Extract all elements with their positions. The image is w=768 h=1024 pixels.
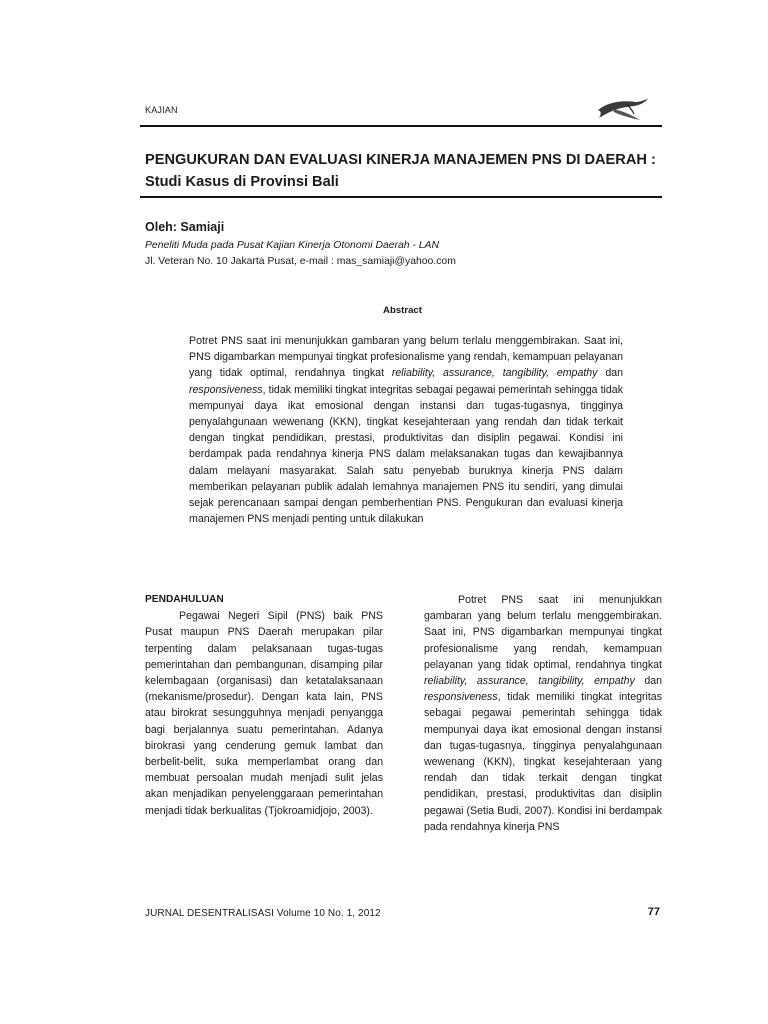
header-rule-top xyxy=(140,125,662,127)
abstract-heading: Abstract xyxy=(383,305,422,316)
body-paragraph-left: Pegawai Negeri Sipil (PNS) baik PNS Pusat maupun PNS Daerah merupakan pilar terpenting dalam pelaksanaan tugas-tugas pemerintahan dan pembangunan, disamping pilar kelembagaan (organisasi) dan ketatalaksanaan (mekanisme/prosedur). Dengan kata lain, PNS atau birokrat sesungguhnya menjadi penyangga bagi berjalannya suatu pemerintahan. Adanya birokrasi yang cenderung gemuk lambat dan berbelit-belit, suka memperlambat orang dan membuat persoalan mudah menjadi sulit jelas akan menjadikan penyelenggaraan pemerintahan menjadi tidak berkualitas (Tjokroamidjojo, 2003). xyxy=(145,610,383,817)
body-column-right xyxy=(424,592,662,835)
abstract-text-part1: Potret PNS saat ini menunjukkan gambaran yang belum terlalu menggembirakan. Saat ini, PNS digambarkan mempunyai tingkat profesionalisme yang rendah, kemampuan pelayanan yang tidak optimal, rendahnya tingkat xyxy=(189,335,623,380)
author-name: Oleh: Samiaji xyxy=(145,220,225,234)
body-right-term-reliability: reliability, assurance, tangibility, empathy xyxy=(424,675,635,688)
abstract-conj: dan xyxy=(605,367,623,380)
footer-journal-citation: JURNAL DESENTRALISASI Volume 10 No. 1, 2012 xyxy=(145,908,381,919)
body-paragraph-right xyxy=(424,592,662,835)
body-column-left xyxy=(145,592,383,819)
article-title: PENGUKURAN DAN EVALUASI KINERJA MANAJEMEN PNS DI DAERAH : Studi Kasus di Provinsi Bali xyxy=(145,152,656,190)
abstract-text xyxy=(189,333,623,527)
section-heading-pendahuluan: PENDAHULUAN xyxy=(145,594,224,605)
abstract-term-responsiveness: responsiveness xyxy=(189,383,263,396)
body-right-conj: dan xyxy=(644,675,662,688)
author-affiliation: Peneliti Muda pada Pusat Kajian Kinerja Otonomi Daerah - LAN xyxy=(145,240,439,251)
author-address: Jl. Veteran No. 10 Jakarta Pusat, e-mail : mas_samiaji@yahoo.com xyxy=(145,256,456,267)
body-right-part1: Potret PNS saat ini menunjukkan gambaran yang belum terlalu menggembirakan. Saat ini, PNS digambarkan mempunyai tingkat profesionalisme yang rendah, kemampuan pelayanan yang tidak optimal, rendahnya tingkat xyxy=(424,594,662,671)
header-rule-bottom xyxy=(140,196,662,198)
section-label: KAJIAN xyxy=(145,105,178,115)
body-right-part2: , tidak memiliki tingkat integritas sebagai pegawai pemerintah sehingga tidak mempunyai daya ikat emosional dengan instansi dan tugas-tugasnya, tingginya penyalahgunaan wewenang (KKN), tingkat kesejahteraan yang rendah dan tidak terkait dengan tingkat pendidikan, prestasi, produktivitas dan disiplin pegawai (Setia Budi, 2007). Kondisi ini berdampak pada rendahnya kinerja PNS xyxy=(424,691,662,833)
abstract-text-part2: , tidak memiliki tingkat integritas sebagai pegawai pemerintah sehingga tidak mempunyai daya ikat emosional dengan instansi dan tugas-tugasnya, tingginya penyalahgunaan wewenang (KKN), tingkat kesejahteraan yang rendah dan tidak terkait dengan tingkat pendidikan, prestasi, produktivitas dan disiplin pegawai. Kondisi ini berdampak pada rendahnya kinerja PNS dalam melaksanakan tugas dan kewajibannya dalam melayani masyarakat. Salah satu penyebab buruknya kinerja PNS dalam memberikan pelayanan publik adalah lemahnya manajemen PNS itu sendiri, yang dimulai sejak perencanaan sampai dengan pemberhentian PNS. Pengukuran dan evaluasi kinerja manajemen PNS menjadi penting untuk dilakukan xyxy=(189,383,623,526)
page-number: 77 xyxy=(647,906,660,918)
bird-logo-icon xyxy=(596,96,650,122)
body-right-term-responsiveness: responsiveness xyxy=(424,691,498,704)
abstract-term-reliability: reliability, assurance, tangibility, empathy xyxy=(391,367,598,380)
